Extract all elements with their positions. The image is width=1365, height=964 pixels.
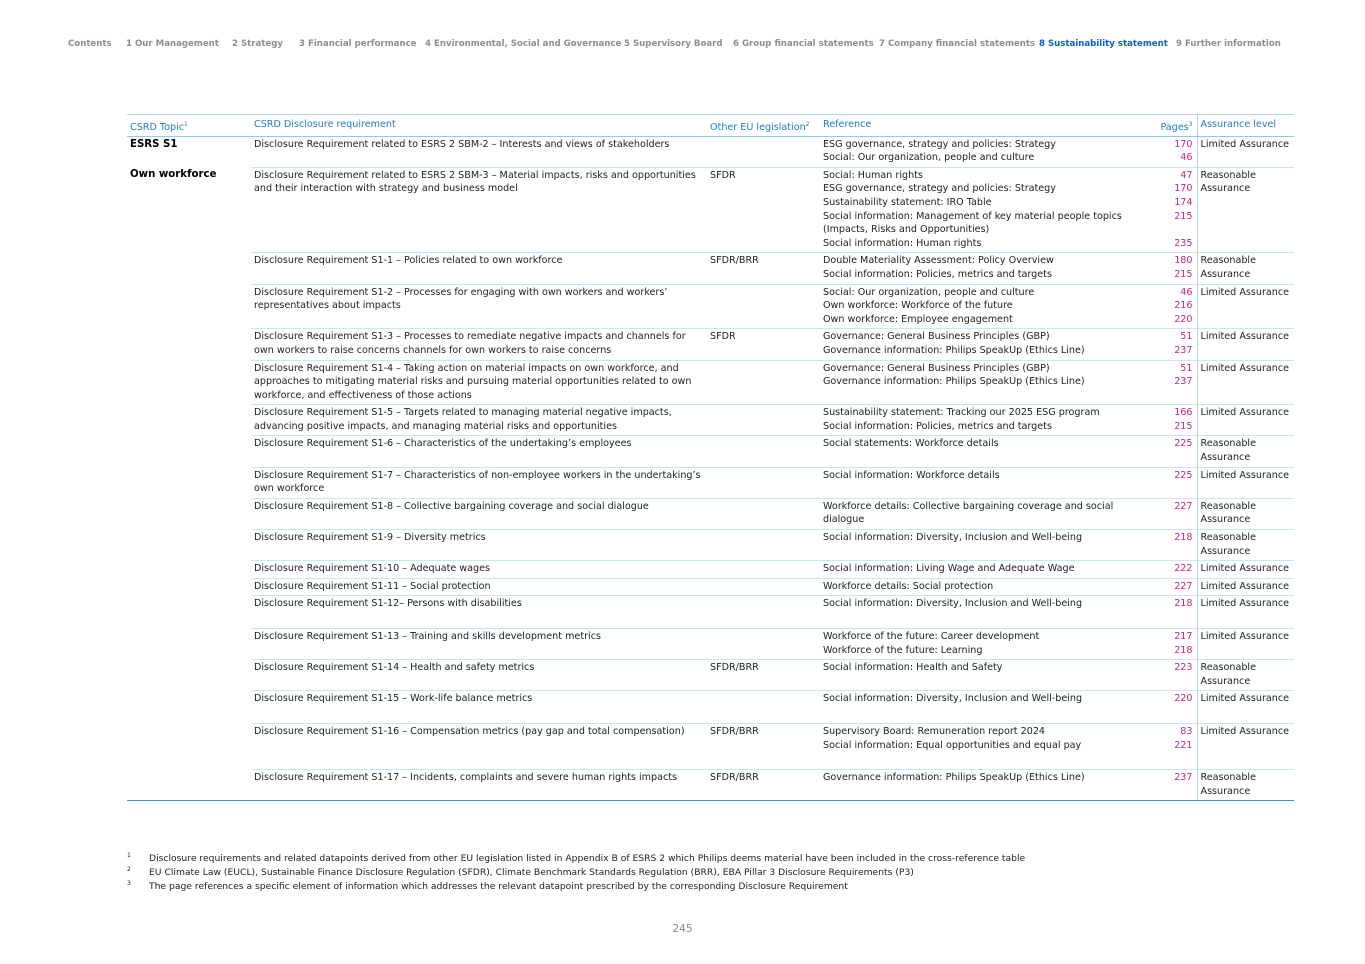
table-row — [127, 498, 1294, 529]
pages-cell — [1157, 436, 1197, 467]
nav-item-label: Our Management — [134, 39, 219, 49]
assurance-level-cell: Limited Assurance — [1197, 629, 1294, 660]
nav-item-label: Further information — [1184, 39, 1281, 49]
reference-cell — [820, 660, 1157, 691]
other-eu-legislation-cell: SFDR — [707, 167, 820, 253]
nav-item-label: Group financial statements — [741, 39, 874, 49]
reference-line: ESG governance, strategy and policies: Strategy — [823, 138, 1056, 150]
disclosure-requirement-cell: Disclosure Requirement S1-15 – Work-life balance metrics — [251, 691, 707, 724]
assurance-level-cell: Reasonable Assurance — [1197, 770, 1294, 801]
pages-cell — [1157, 723, 1197, 769]
other-eu-legislation-cell — [707, 136, 820, 167]
reference-cell — [820, 167, 1157, 253]
pages-cell — [1157, 498, 1197, 529]
table-row — [127, 329, 1294, 360]
assurance-level-cell: Limited Assurance — [1197, 723, 1294, 769]
pages-cell — [1157, 284, 1197, 329]
nav-item-company-financial-statements[interactable] — [879, 39, 1035, 49]
pages-cell — [1157, 596, 1197, 629]
page-reference-link[interactable]: 221 — [1174, 739, 1193, 751]
reference-line: Social information: Health and Safety — [823, 662, 1003, 674]
nav-item-further-information[interactable] — [1176, 39, 1281, 49]
csrd-topic-cell — [127, 253, 251, 284]
pages-cell — [1157, 253, 1197, 284]
disclosure-requirement-cell: Disclosure Requirement S1-17 – Incidents, complaints and severe human rights impacts — [251, 770, 707, 801]
assurance-level-cell: Reasonable Assurance — [1197, 436, 1294, 467]
reference-cell — [820, 629, 1157, 660]
csrd-topic-cell — [127, 405, 251, 436]
nav-item-number: 1 — [126, 39, 132, 49]
nav-item-number: 2 — [232, 39, 238, 49]
page-reference-link[interactable]: 215 — [1174, 210, 1193, 222]
header-other-eu-legislation: Other EU legislation$^2$ — [707, 115, 820, 137]
other-eu-legislation-cell: SFDR/BRR — [707, 253, 820, 284]
pages-cell — [1157, 660, 1197, 691]
page-reference-link[interactable]: 227 — [1174, 580, 1193, 592]
other-eu-legislation-cell: SFDR/BRR — [707, 660, 820, 691]
reference-cell — [820, 405, 1157, 436]
reference-cell — [820, 498, 1157, 529]
assurance-level-cell: Limited Assurance — [1197, 136, 1294, 167]
nav-item-number: 3 — [299, 39, 305, 49]
disclosure-requirement-cell: Disclosure Requirement related to ESRS 2 SBM-3 – Material impacts, risks and opportunities and their interaction with strategy and business model — [251, 167, 707, 253]
disclosure-requirement-cell: Disclosure Requirement S1-6 – Characteristics of the undertaking’s employees — [251, 436, 707, 467]
other-eu-legislation-cell — [707, 284, 820, 329]
table-row — [127, 253, 1294, 284]
other-eu-legislation-cell — [707, 467, 820, 498]
reference-cell — [820, 578, 1157, 596]
page-reference-link — [1160, 223, 1193, 237]
csrd-topic-cell — [127, 578, 251, 596]
nav-item-label: Environmental, Social and Governance — [433, 39, 622, 49]
nav-item-number: 7 — [879, 39, 885, 49]
assurance-level-cell: Limited Assurance — [1197, 360, 1294, 405]
csrd-topic-cell — [127, 467, 251, 498]
disclosure-requirement-cell: Disclosure Requirement S1-16 – Compensation metrics (pay gap and total compensation) — [251, 723, 707, 769]
reference-line: Workforce of the future: Career development — [823, 631, 1040, 642]
reference-cell — [820, 691, 1157, 724]
csrd-topic-cell — [127, 329, 251, 360]
reference-cell — [820, 530, 1157, 561]
pages-cell — [1157, 360, 1197, 405]
reference-line: Social information: Human rights — [823, 237, 982, 249]
nav-item-contents[interactable] — [68, 39, 112, 49]
assurance-level-cell: Limited Assurance — [1197, 561, 1294, 579]
nav-item-number: 9 — [1176, 39, 1182, 49]
assurance-level-cell: Limited Assurance — [1197, 329, 1294, 360]
header-csrd-topic: CSRD Topic$^1$ — [127, 115, 251, 137]
reference-line: Social information: Workforce details — [823, 469, 1000, 481]
disclosure-requirement-cell: Disclosure Requirement S1-5 – Targets related to managing material negative impacts, advancing positive impacts, and managing material risks and opportunities — [251, 405, 707, 436]
reference-line: Social: Our organization, people and culture — [823, 152, 1035, 164]
reference-line: Workforce details: Social protection — [823, 580, 994, 592]
disclosure-requirement-cell: Disclosure Requirement S1-10 – Adequate wages — [251, 561, 707, 579]
page-reference-link[interactable]: 225 — [1174, 469, 1193, 481]
pages-cell — [1157, 467, 1197, 498]
assurance-level-cell: Reasonable Assurance — [1197, 530, 1294, 561]
table-row — [127, 136, 1294, 167]
reference-line: Social information: Living Wage and Adequate Wage — [823, 563, 1075, 575]
reference-line: Governance: General Business Principles (GBP) — [823, 362, 1050, 374]
pages-cell — [1157, 405, 1197, 436]
cross-reference-table-container — [127, 114, 1294, 801]
pages-cell — [1157, 691, 1197, 724]
pages-cell — [1157, 530, 1197, 561]
other-eu-legislation-cell — [707, 691, 820, 724]
other-eu-legislation-cell — [707, 360, 820, 405]
disclosure-requirement-cell: Disclosure Requirement S1-12– Persons with disabilities — [251, 596, 707, 629]
pages-cell — [1157, 561, 1197, 579]
footnote-text: EU Climate Law (EUCL), Sustainable Finance Disclosure Regulation (SFDR), Climate Benchmark Standards Regulation (BRR), EBA Pillar 3 Disclosure Requirements (P3) — [149, 866, 914, 878]
nav-item-strategy[interactable] — [232, 39, 283, 49]
footnote — [127, 866, 1025, 880]
table-row — [127, 405, 1294, 436]
disclosure-requirement-cell: Disclosure Requirement S1-2 – Processes for engaging with own workers and workers’ representatives about impacts — [251, 284, 707, 329]
table-row — [127, 167, 1294, 253]
page-reference-link[interactable]: 174 — [1174, 196, 1193, 208]
nav-item-label: Strategy — [240, 39, 284, 49]
reference-line: Social: Our organization, people and culture — [823, 286, 1035, 298]
footnote-marker: 3 — [127, 879, 131, 887]
section-navigation — [68, 39, 1285, 53]
pages-cell — [1157, 578, 1197, 596]
page-reference-link[interactable]: 222 — [1174, 563, 1193, 575]
csrd-topic-cell — [127, 691, 251, 724]
header-pages: Pages$^3$ — [1157, 115, 1197, 137]
pages-cell — [1157, 167, 1197, 253]
table-row — [127, 723, 1294, 769]
nav-item-number: 4 — [425, 39, 431, 49]
assurance-level-cell: Reasonable Assurance — [1197, 167, 1294, 253]
footnote-text: The page references a specific element of information which addresses the relevant datapoint prescribed by the corresponding Disclosure Requirement — [149, 880, 848, 892]
reference-line: Double Materiality Assessment: Policy Overview — [823, 255, 1054, 267]
assurance-level-cell: Limited Assurance — [1197, 405, 1294, 436]
disclosure-requirement-cell: Disclosure Requirement S1-4 – Taking action on material impacts on own workforce, and approaches to mitigating material risks and pursuing material opportunities related to own workforce, and effectiveness of those actions — [251, 360, 707, 405]
disclosure-requirement-cell: Disclosure Requirement related to ESRS 2 SBM-2 – Interests and views of stakeholders — [251, 136, 707, 167]
other-eu-legislation-cell — [707, 405, 820, 436]
table-row — [127, 436, 1294, 467]
nav-item-our-management[interactable] — [126, 39, 219, 49]
nav-item-label: Company financial statements — [887, 39, 1036, 49]
footnote-marker: 1 — [127, 852, 131, 859]
reference-line: Governance information: Philips SpeakUp (Ethics Line) — [823, 376, 1085, 388]
reference-line: Social information: Diversity, Inclusion and Well-being — [823, 598, 1083, 610]
reference-line: Workforce of the future: Learning — [823, 644, 983, 656]
reference-line: Governance information: Philips SpeakUp (Ethics Line) — [823, 772, 1085, 784]
assurance-level-cell: Reasonable Assurance — [1197, 253, 1294, 284]
nav-item-sustainability-statement[interactable] — [1039, 39, 1168, 49]
nav-item-financial-performance[interactable] — [299, 39, 417, 49]
table-header-row — [127, 115, 1294, 137]
nav-item-label: Financial performance — [307, 39, 417, 49]
page-reference-link[interactable]: 166 — [1174, 407, 1193, 419]
page-reference-link[interactable]: 51 — [1180, 362, 1193, 374]
page-reference-link[interactable]: 170 — [1174, 138, 1193, 150]
reference-line: Supervisory Board: Remuneration report 2024 — [823, 725, 1046, 737]
footnotes — [127, 852, 1025, 893]
assurance-level-cell: Limited Assurance — [1197, 467, 1294, 498]
reference-line: ESG governance, strategy and policies: Strategy — [823, 183, 1056, 195]
nav-item-group-financial-statements[interactable] — [733, 39, 874, 49]
page-reference-link[interactable]: 83 — [1180, 725, 1193, 737]
other-eu-legislation-cell: SFDR/BRR — [707, 770, 820, 801]
table-row — [127, 629, 1294, 660]
reference-cell — [820, 561, 1157, 579]
table-row — [127, 770, 1294, 801]
other-eu-legislation-cell — [707, 629, 820, 660]
disclosure-requirement-cell: Disclosure Requirement S1-11 – Social protection — [251, 578, 707, 596]
page-reference-link[interactable]: 215 — [1174, 268, 1193, 280]
disclosure-requirement-cell: Disclosure Requirement S1-9 – Diversity metrics — [251, 530, 707, 561]
disclosure-requirement-cell: Disclosure Requirement S1-3 – Processes to remediate negative impacts and channels for own workers to raise concerns channels for own workers to raise concerns — [251, 329, 707, 360]
page-reference-link[interactable]: 237 — [1174, 344, 1193, 356]
other-eu-legislation-cell — [707, 578, 820, 596]
footnote-marker: 2 — [127, 865, 131, 873]
page-reference-link[interactable]: 180 — [1174, 255, 1193, 267]
reference-line: Sustainability statement: Tracking our 2025 ESG program — [823, 407, 1100, 419]
header-reference: Reference — [820, 115, 1157, 137]
table-row — [127, 691, 1294, 724]
csrd-topic-cell — [127, 498, 251, 529]
disclosure-requirement-cell: Disclosure Requirement S1-7 – Characteristics of non-employee workers in the undertaking’s own workforce — [251, 467, 707, 498]
assurance-level-cell: Reasonable Assurance — [1197, 660, 1294, 691]
nav-item-number: 6 — [733, 39, 739, 49]
csrd-topic-cell — [127, 284, 251, 329]
nav-item-supervisory-board[interactable] — [624, 39, 723, 49]
reference-cell — [820, 360, 1157, 405]
table-row — [127, 467, 1294, 498]
table-row — [127, 561, 1294, 579]
other-eu-legislation-cell — [707, 436, 820, 467]
reference-line: Social information: Diversity, Inclusion and Well-being — [823, 532, 1083, 544]
table-row — [127, 284, 1294, 329]
csrd-topic-cell — [127, 436, 251, 467]
disclosure-requirement-cell: Disclosure Requirement S1-14 – Health and safety metrics — [251, 660, 707, 691]
footnote-text: Disclosure requirements and related datapoints derived from other EU legislation listed in Appendix B of ESRS 2 which Philips deems material have been included in the cross-reference table — [149, 853, 1026, 864]
reference-line: Social information: Management of key material people topics (Impacts, Risks and Opportunities) — [823, 210, 1122, 236]
csrd-topic-cell — [127, 770, 251, 801]
page-reference-link[interactable]: 220 — [1174, 693, 1193, 705]
reference-line: Governance: General Business Principles (GBP) — [823, 331, 1050, 343]
other-eu-legislation-cell — [707, 561, 820, 579]
csrd-topic-cell — [127, 561, 251, 579]
other-eu-legislation-cell — [707, 596, 820, 629]
reference-line: Workforce details: Collective bargaining coverage and social dialogue — [823, 500, 1114, 526]
other-eu-legislation-cell — [707, 530, 820, 561]
reference-line: Governance information: Philips SpeakUp (Ethics Line) — [823, 344, 1085, 356]
reference-line: Own workforce: Workforce of the future — [823, 300, 1013, 312]
csrd-topic-cell: Own workforce — [130, 169, 217, 181]
reference-cell — [820, 436, 1157, 467]
page-reference-link[interactable]: 51 — [1180, 331, 1193, 343]
assurance-level-cell: Limited Assurance — [1197, 578, 1294, 596]
table-row — [127, 596, 1294, 629]
nav-item-label: Supervisory Board — [632, 39, 723, 49]
cross-reference-table — [127, 114, 1294, 801]
csrd-topic-cell — [127, 660, 251, 691]
page-reference-link[interactable]: 47 — [1180, 169, 1193, 181]
page-reference-link[interactable]: 220 — [1174, 313, 1193, 325]
reference-line: Social information: Policies, metrics and targets — [823, 420, 1052, 432]
page-reference-link[interactable]: 235 — [1174, 237, 1193, 249]
nav-item-number: 5 — [624, 39, 630, 49]
other-eu-legislation-cell — [707, 498, 820, 529]
page-reference-link[interactable]: 225 — [1174, 438, 1193, 450]
page-reference-link[interactable]: 217 — [1174, 631, 1193, 642]
assurance-level-cell: Limited Assurance — [1197, 596, 1294, 629]
pages-cell — [1157, 329, 1197, 360]
csrd-topic-cell — [127, 723, 251, 769]
table-row — [127, 578, 1294, 596]
page-reference-link[interactable]: 218 — [1174, 532, 1193, 544]
page-number: 245 — [672, 923, 693, 935]
reference-cell — [820, 467, 1157, 498]
page-reference-link[interactable]: 216 — [1174, 300, 1193, 312]
csrd-topic-cell — [127, 596, 251, 629]
pages-cell — [1157, 770, 1197, 801]
page-reference-link[interactable]: 170 — [1174, 183, 1193, 195]
reference-line: Sustainability statement: IRO Table — [823, 196, 992, 208]
reference-cell — [820, 284, 1157, 329]
pages-cell — [1157, 629, 1197, 660]
pages-cell — [1157, 136, 1197, 167]
footnote — [127, 852, 1025, 866]
nav-item-environmental-social-and-governance[interactable] — [425, 39, 621, 49]
header-assurance-level: Assurance level — [1197, 115, 1294, 137]
reference-line: Social statements: Workforce details — [823, 438, 999, 450]
assurance-level-cell: Reasonable Assurance — [1197, 498, 1294, 529]
assurance-level-cell: Limited Assurance — [1197, 691, 1294, 724]
table-row — [127, 360, 1294, 405]
reference-cell — [820, 596, 1157, 629]
csrd-topic-cell — [127, 629, 251, 660]
page-reference-link[interactable]: 46 — [1180, 286, 1193, 298]
header-disclosure-requirement: CSRD Disclosure requirement — [251, 115, 707, 137]
page-reference-link[interactable]: 218 — [1174, 644, 1193, 656]
reference-line: Social information: Equal opportunities and equal pay — [823, 739, 1082, 751]
page-reference-link[interactable]: 215 — [1174, 420, 1193, 432]
csrd-topic-cell: ESRS S1 — [130, 138, 178, 150]
reference-line: Own workforce: Employee engagement — [823, 313, 1013, 325]
reference-line: Social information: Diversity, Inclusion and Well-being — [823, 693, 1083, 705]
page-reference-link[interactable]: 237 — [1174, 376, 1193, 388]
page-reference-link[interactable]: 223 — [1174, 662, 1193, 674]
reference-cell — [820, 770, 1157, 801]
nav-item-label: Sustainability statement — [1047, 39, 1168, 49]
assurance-level-cell: Limited Assurance — [1197, 284, 1294, 329]
footnote — [127, 880, 1025, 894]
nav-item-number: 8 — [1039, 39, 1045, 49]
csrd-topic-cell — [127, 360, 251, 405]
reference-cell — [820, 723, 1157, 769]
table-body — [127, 136, 1294, 801]
csrd-topic-cell — [127, 530, 251, 561]
disclosure-requirement-cell: Disclosure Requirement S1-1 – Policies related to own workforce — [251, 253, 707, 284]
page-reference-link[interactable]: 237 — [1174, 772, 1193, 784]
nav-item-label: Contents — [68, 39, 112, 49]
other-eu-legislation-cell: SFDR — [707, 329, 820, 360]
page-reference-link[interactable]: 227 — [1174, 500, 1193, 512]
table-row — [127, 660, 1294, 691]
reference-line: Social information: Policies, metrics and targets — [823, 268, 1052, 280]
page-reference-link[interactable]: 218 — [1174, 598, 1193, 610]
disclosure-requirement-cell: Disclosure Requirement S1-8 – Collective bargaining coverage and social dialogue — [251, 498, 707, 529]
disclosure-requirement-cell: Disclosure Requirement S1-13 – Training and skills development metrics — [251, 629, 707, 660]
reference-cell — [820, 253, 1157, 284]
reference-cell — [820, 329, 1157, 360]
page-reference-link[interactable]: 46 — [1180, 152, 1193, 164]
reference-line: Social: Human rights — [823, 169, 923, 181]
other-eu-legislation-cell: SFDR/BRR — [707, 723, 820, 769]
table-row — [127, 530, 1294, 561]
reference-cell — [820, 136, 1157, 167]
